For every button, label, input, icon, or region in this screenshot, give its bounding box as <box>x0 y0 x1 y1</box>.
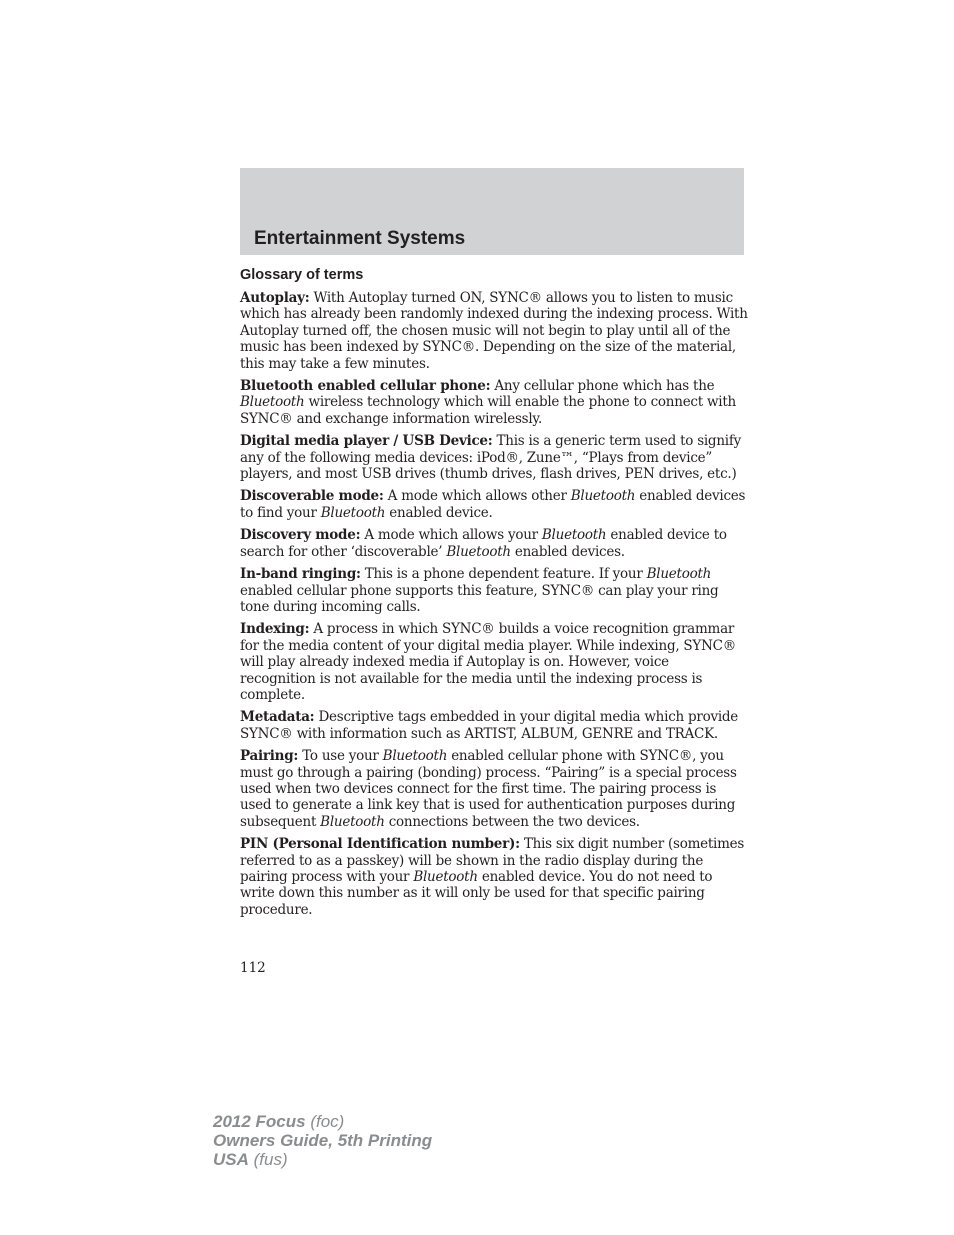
glossary-definition-italic: Bluetooth <box>541 527 607 544</box>
glossary-definition: enabled cellular phone with SYNC®, you must go through a pairing (bonding) process. “Pairing” is a special process used when two devices connect for the first time. The pairing process is used to generate a link key that is used for authentication purposes during subsequent <box>240 748 737 830</box>
glossary-term: Autoplay: <box>240 290 310 306</box>
footer-line-guide: Owners Guide, 5th Printing <box>213 1131 433 1150</box>
glossary-entry-in-band-ringing <box>240 566 748 615</box>
footer-line-model: 2012 Focus (foc) <box>213 1112 345 1131</box>
glossary-definition: A mode which allows other <box>383 488 571 505</box>
glossary-term: Bluetooth enabled cellular phone: <box>240 378 491 395</box>
glossary-definition: This is a generic term used to signify any of the following media devices: iPod®, Zune™, “Plays from device” players, and most USB drives (thumb drives, flash drives, PEN drives, etc.) <box>240 433 741 483</box>
glossary-definition: enabled device. You do not need to write down this number as it will only be used for that specific pairing procedure. <box>240 869 713 918</box>
glossary-term: Digital media player / USB Device: <box>240 433 493 450</box>
glossary-definition: A process in which SYNC® builds a voice recognition grammar for the media content of your digital media player. While indexing, SYNC® will play already indexed media if Autoplay is on. However, voice recognition is not available for the media until the indexing process is complete. <box>240 621 736 703</box>
glossary-entry-indexing <box>240 621 748 703</box>
glossary-definition: Any cellular phone which has the <box>490 378 715 395</box>
glossary-term: Metadata: <box>240 709 315 726</box>
glossary-definition: enabled devices to find your <box>240 488 746 521</box>
glossary-definition-italic: Bluetooth <box>570 488 636 505</box>
glossary-definition: Descriptive tags embedded in your digital media which provide SYNC® with information such as ARTIST, ALBUM, GENRE and TRACK. <box>240 709 739 742</box>
glossary-definition: This is a phone dependent feature. If your <box>360 566 647 583</box>
glossary-definition: wireless technology which will enable the phone to connect with SYNC® and exchange information wirelessly. <box>240 394 736 427</box>
footer-edition-info <box>213 1112 432 1169</box>
glossary-definition-italic: Bluetooth <box>320 813 385 830</box>
glossary-definition-italic: Bluetooth <box>446 543 511 560</box>
glossary-definition: enabled device. <box>385 504 493 521</box>
glossary-definition: enabled device to search for other ‘discoverable’ <box>240 527 727 560</box>
glossary-entry-discovery-mode <box>240 527 748 560</box>
glossary-term: PIN (Personal Identification number): <box>240 836 520 853</box>
glossary-definition: With Autoplay turned ON, SYNC® allows you to listen to music which has already been randomly indexed during the indexing process. With Autoplay turned off, the chosen music will not begin to play until all of the music has been indexed by SYNC®. Depending on the size of the material, this may take a few minutes. <box>240 290 748 372</box>
glossary-term: Indexing: <box>240 621 310 638</box>
glossary-definition: enabled devices. <box>510 543 625 560</box>
glossary-term: Pairing: <box>240 748 299 765</box>
glossary-definition: enabled cellular phone supports this feature, SYNC® can play your ring tone during incoming calls. <box>240 582 719 615</box>
glossary-definition-italic: Bluetooth <box>320 504 386 521</box>
glossary-definition: A mode which allows your <box>360 527 542 544</box>
glossary-entry-bluetooth-phone <box>240 378 748 427</box>
glossary-definition-italic: Bluetooth <box>240 394 305 411</box>
glossary-entry-pin <box>240 836 748 918</box>
glossary-term: In-band ringing: <box>240 566 361 583</box>
glossary-definition-italic: Bluetooth <box>413 869 478 885</box>
glossary-entry-digital-media-player <box>240 433 748 482</box>
section-title: Entertainment Systems <box>254 228 466 249</box>
glossary-definition: connections between the two devices. <box>384 813 640 830</box>
glossary-term: Discoverable mode: <box>240 488 384 505</box>
glossary-entry-pairing <box>240 748 748 830</box>
glossary-definition: To use your <box>298 748 383 765</box>
footer-line-region: USA (fus) <box>213 1150 288 1169</box>
glossary-heading: Glossary of terms <box>240 267 364 283</box>
page-number: 112 <box>240 960 266 976</box>
glossary-term: Discovery mode: <box>240 527 361 544</box>
glossary-definition-italic: Bluetooth <box>646 566 712 583</box>
glossary-definition-italic: Bluetooth <box>382 748 448 765</box>
glossary-entry-discoverable-mode <box>240 488 748 521</box>
glossary-definition: This six digit number (sometimes referred to as a passkey) will be shown in the radio display during the pairing process with your <box>240 836 745 885</box>
glossary-list <box>240 290 748 924</box>
glossary-entry-metadata <box>240 709 748 742</box>
glossary-entry-autoplay <box>240 290 748 372</box>
